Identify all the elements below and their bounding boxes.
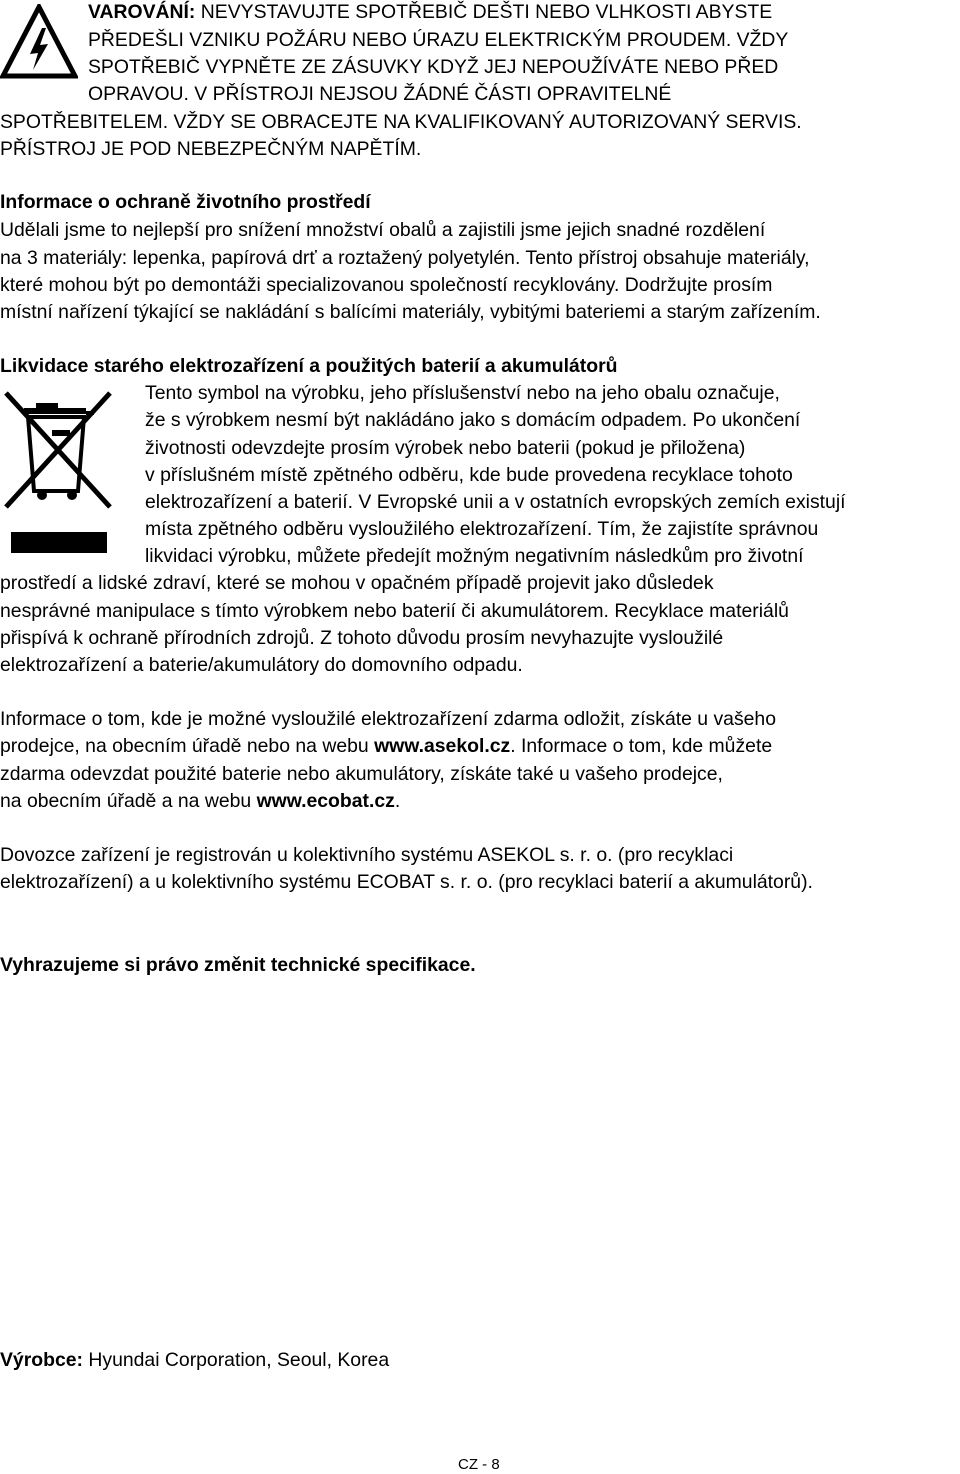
crossed-out-bin-icon (2, 385, 118, 555)
importer-line-1: Dovozce zařízení je registrován u kolektivního systému ASEKOL s. r. o. (pro recyklaci (0, 844, 734, 866)
lightning-warning-icon (0, 4, 78, 80)
info-line-2: prodejce, na obecním úřadě nebo na webu www.asekol.cz. Informace o tom, kde můžete (0, 735, 773, 757)
disposal-heading: Likvidace starého elektrozařízení a použitých baterií a akumulátorů (0, 355, 618, 377)
manufacturer-value: Hyundai Corporation, Seoul, Korea (82, 1349, 390, 1371)
warning-line-6: PŘÍSTROJ JE POD NEBEZPEČNÝM NAPĚTÍM. (0, 138, 422, 160)
environment-line-3: které mohou být po demontáži specializovanou společností recyklovány. Dodržujte prosím (0, 274, 773, 296)
environment-line-2: na 3 materiály: lepenka, papírová drť a roztažený polyetylén. Tento přístroj obsahuje materiály, (0, 247, 810, 269)
warning-prefix: VAROVÁNÍ: (88, 1, 196, 23)
page-number: CZ - 8 (458, 1456, 500, 1473)
environment-line-4: místní nařízení týkající se nakládání s balícími materiály, vybitými bateriemi a starým zařízením. (0, 301, 821, 323)
info-line-3: zdarma odevzdat použité baterie nebo akumulátory, získáte také u vašeho prodejce, (0, 763, 723, 785)
warning-line-5: SPOTŘEBITELEM. VŽDY SE OBRACEJTE NA KVALIFIKOVANÝ AUTORIZOVANÝ SERVIS. (0, 111, 802, 133)
disposal-indented-line-2: že s výrobkem nesmí být nakládáno jako s domácím odpadem. Po ukončení (145, 409, 801, 431)
disposal-indented-line-3: životnosti odevzdejte prosím výrobek nebo baterii (pokud je přiložena) (145, 437, 746, 459)
warning-line-4: OPRAVOU. V PŘÍSTROJI NEJSOU ŽÁDNÉ ČÁSTI OPRAVITELNÉ (88, 83, 672, 105)
disposal-indented-line-4: v příslušném místě zpětného odběru, kde bude provedena recyklace tohoto (145, 464, 793, 486)
specs-note: Vyhrazujeme si právo změnit technické specifikace. (0, 954, 476, 976)
disposal-line-4: elektrozařízení a baterie/akumulátory do domovního odpadu. (0, 654, 523, 676)
disposal-line-2: nesprávné manipulace s tímto výrobkem nebo baterií či akumulátorem. Recyklace materiálů (0, 600, 789, 622)
disposal-indented-line-5: elektrozařízení a baterií. V Evropské unii a v ostatních evropských zemích existují (145, 491, 846, 513)
disposal-indented-line-7: likvidaci výrobku, můžete předejít možným negativním následkům pro životní (145, 545, 804, 567)
ecobat-link[interactable]: www.ecobat.cz (256, 790, 395, 812)
asekol-link[interactable]: www.asekol.cz (374, 735, 511, 757)
environment-line-1: Udělali jsme to nejlepší pro snížení množství obalů a zajistili jsme jejich snadné rozdělení (0, 219, 766, 241)
warning-line-1: VAROVÁNÍ: NEVYSTAVUJTE SPOTŘEBIČ DEŠTI NEBO VLHKOSTI ABYSTE (88, 1, 773, 23)
disposal-indented-line-6: místa zpětného odběru vysloužilého elektrozařízení. Tím, že zajistíte správnou (145, 518, 819, 540)
manufacturer-label: Výrobce: (0, 1349, 83, 1371)
warning-line-3: SPOTŘEBIČ VYPNĚTE ZE ZÁSUVKY KDYŽ JEJ NEPOUŽÍVÁTE NEBO PŘED (88, 56, 779, 78)
warning-line-2: PŘEDEŠLI VZNIKU POŽÁRU NEBO ÚRAZU ELEKTRICKÝM PROUDEM. VŽDY (88, 29, 789, 51)
disposal-indented-line-1: Tento symbol na výrobku, jeho příslušenství nebo na jeho obalu označuje, (145, 382, 780, 404)
environment-heading: Informace o ochraně životního prostředí (0, 191, 371, 213)
disposal-line-1: prostředí a lidské zdraví, které se mohou v opačném případě projevit jako důsledek (0, 572, 714, 594)
disposal-line-3: přispívá k ochraně přírodních zdrojů. Z tohoto důvodu prosím nevyhazujte vysloužilé (0, 627, 724, 649)
info-line-4: na obecním úřadě a na webu www.ecobat.cz. (0, 790, 401, 812)
info-line-1: Informace o tom, kde je možné vysloužilé elektrozařízení zdarma odložit, získáte u vašeho (0, 708, 776, 730)
importer-line-2: elektrozařízení) a u kolektivního systému ECOBAT s. r. o. (pro recyklaci baterií a akumulátorů). (0, 871, 813, 893)
manufacturer-line (0, 1351, 389, 1370)
